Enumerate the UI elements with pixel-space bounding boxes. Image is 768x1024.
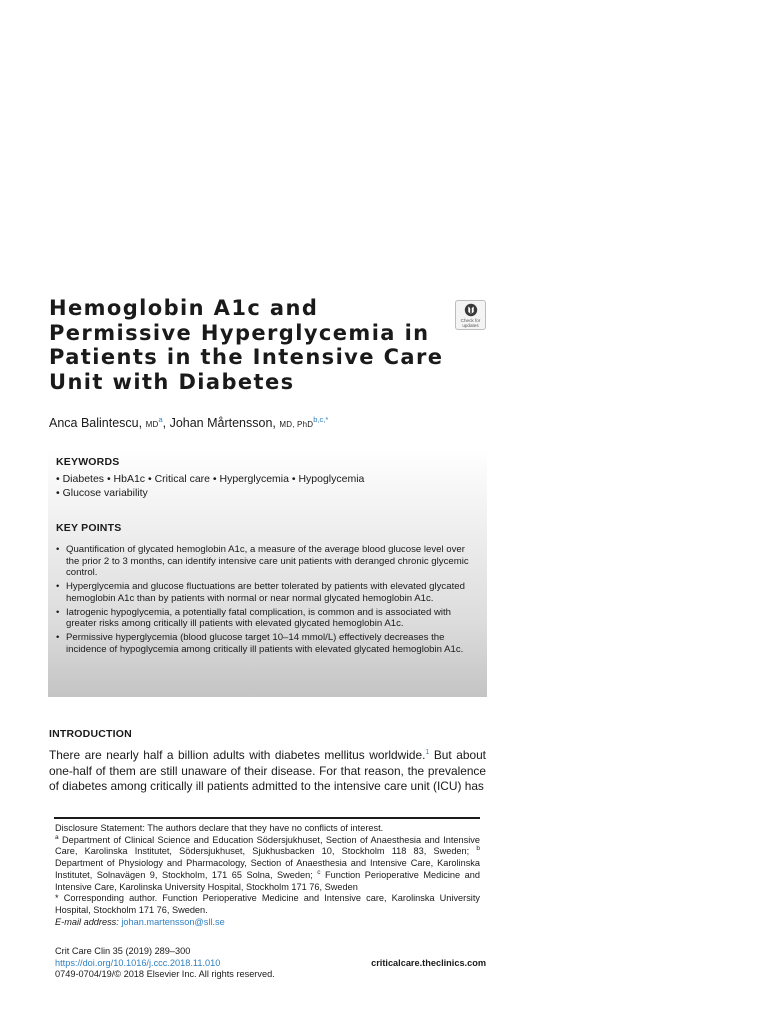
keywords-line: • Glucose variability: [56, 487, 148, 499]
keywords-keypoints-box: [48, 448, 487, 697]
reference-link[interactable]: 1: [425, 749, 430, 756]
key-point: • Quantification of glycated hemoglobin A1c, a measure of the average blood glucose level over the prior 2 to 3 months, can identify intensive care unit patients with deranged chronic glycemic control.: [56, 544, 474, 579]
crossmark-icon: [464, 303, 478, 317]
affiliation-mark[interactable]: a: [158, 415, 163, 424]
title-line: Hemoglobin A1c and: [49, 296, 319, 320]
author-list: [49, 416, 328, 430]
key-point: • Hyperglycemia and glucose fluctuations are better tolerated by patients with elevated glycated hemoglobin A1c than by patients with normal or near normal glycated hemoglobin A1c.: [56, 581, 474, 604]
title-line: Unit with Diabetes: [49, 369, 295, 394]
keywords-heading: KEYWORDS: [56, 456, 120, 468]
journal-citation: Crit Care Clin 35 (2019) 289–300: [55, 946, 191, 956]
footnote-divider: [54, 817, 480, 819]
author-name: Johan Mårtensson,: [169, 416, 276, 430]
key-points-list: [56, 544, 474, 657]
author-separator: ,: [162, 416, 170, 430]
introduction-heading: INTRODUCTION: [49, 728, 132, 740]
affiliations: $^a$ Department of Clinical Science and Education Södersjukhuset, Section of Anaesthesia and Intensive Care, Karolinska Institutet, Södersjukhuset, Sjukhusbacken 10, Stockholm 118 83, Sweden; $^b$ Department of Physiology and Pharmacology, Section of Anaesthesia and Intensive Care, Karolinska Institutet, Solnavägen 9, Stockholm, 171 65 Solna, Sweden; $^c$ Function Perioperative Medicine and Intensive Care, Karolinska University Hospital, Stockholm 171 76, Sweden: [55, 833, 480, 892]
key-points-heading: KEY POINTS: [56, 522, 122, 534]
author-name: Anca Balintescu,: [49, 416, 143, 430]
email-line: [55, 917, 480, 929]
author-degree: MD, PhD: [279, 420, 314, 429]
title-line: Patients in the Intensive Care: [49, 345, 444, 369]
disclosure-statement: Disclosure Statement: The authors declare that they have no conflicts of interest.: [55, 823, 384, 833]
article-title: [49, 296, 449, 394]
email-label: E-mail address:: [55, 916, 119, 927]
check-for-updates-badge[interactable]: [455, 300, 486, 330]
affiliation-mark[interactable]: b,c,*: [313, 415, 329, 424]
key-point: • Iatrogenic hypoglycemia, a potentially fatal complication, is common and is associated with greater risks among critically ill patients with elevated glycated hemoglobin A1c.: [56, 607, 474, 630]
copyright-line: 0749-0704/19/© 2018 Elsevier Inc. All rights reserved.: [55, 969, 275, 980]
keywords-line: • Diabetes • HbA1c • Critical care • Hyperglycemia • Hypoglycemia: [56, 473, 365, 485]
author-degree: MD: [145, 420, 159, 429]
key-point: • Permissive hyperglycemia (blood glucose target 10–14 mmol/L) effectively decreases the incidence of hypoglycemia among critically ill patients with elevated glycated hemoglobin A1c.: [56, 632, 474, 655]
citation-block: [55, 946, 275, 981]
corresponding-author: * Corresponding author. Function Perioperative Medicine and Intensive care, Karolinska University Hospital, Stockholm 171 76, Sweden.: [55, 893, 480, 915]
crossmark-label: Check for updates: [460, 318, 481, 328]
email-link[interactable]: johan.martensson@sll.se: [121, 916, 225, 927]
title-line: Permissive Hyperglycemia in: [49, 320, 430, 345]
doi-link[interactable]: https://doi.org/10.1016/j.ccc.2018.11.010: [55, 957, 221, 968]
introduction-paragraph: There are nearly half a billion adults with diabetes mellitus worldwide.$^1$ But about one-half of them are still unaware of their disease. For that reason, the prevalence of diabetes among critically ill patients admitted to the intensive care unit (ICU) has: [49, 748, 486, 793]
journal-website-link[interactable]: criticalcare.theclinics.com: [371, 958, 486, 968]
footnotes: [55, 823, 480, 928]
